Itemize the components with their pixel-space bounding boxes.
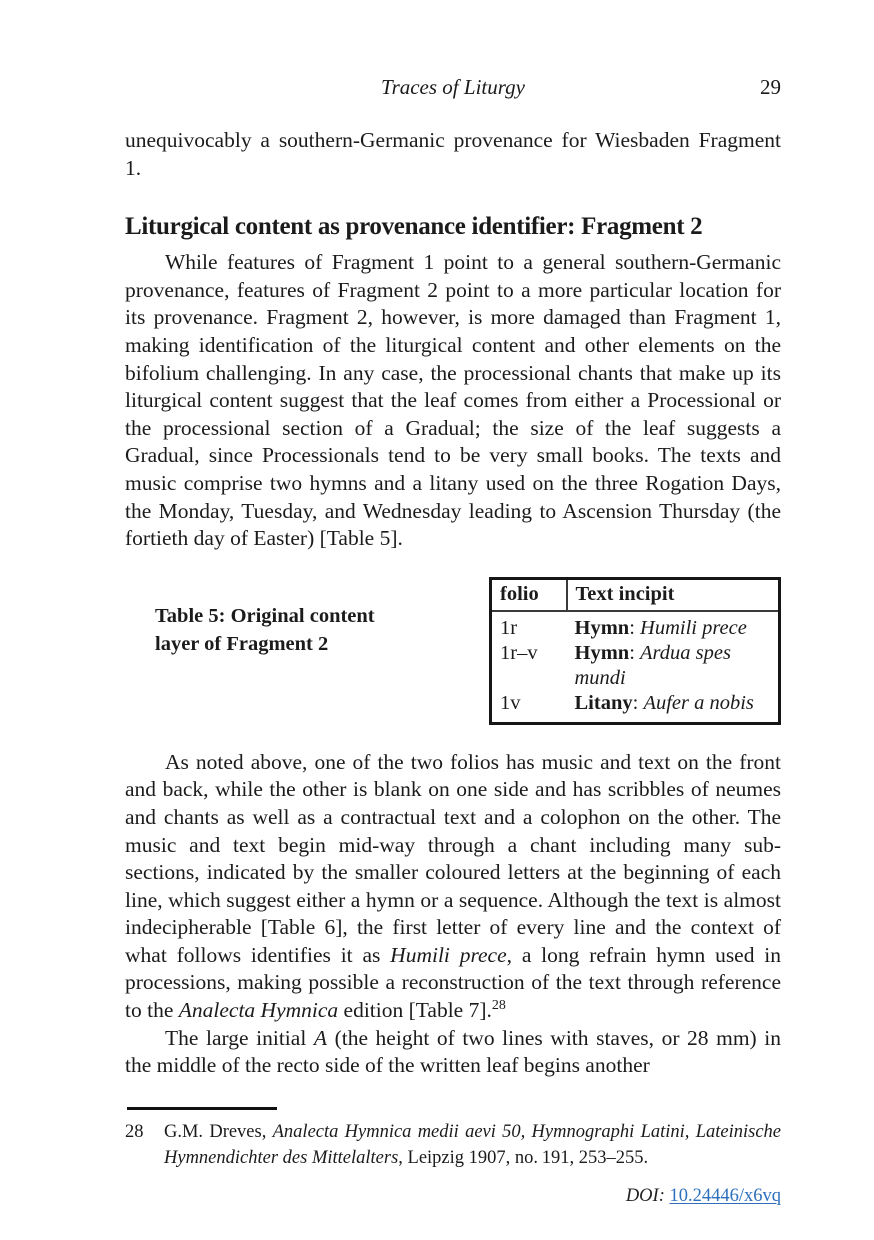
table5	[489, 577, 781, 725]
table-row	[491, 611, 780, 641]
table5-header-row	[491, 578, 780, 611]
table5-caption: Table 5: Original content layer of Fragment 2	[155, 604, 375, 655]
table5-header-incipit: Text incipit	[567, 578, 780, 611]
incipit-cell: Litany: Aufer a nobis	[574, 691, 754, 714]
footnote-number: 28	[125, 1121, 144, 1142]
doi-label: DOI:	[625, 1185, 665, 1206]
section-paragraph: While features of Fragment 1 point to a general southern-Germanic provenance, features of Fragment 2 point to a more particular location for its provenance. Fragment 2, however, is more damaged than Fragment 1, making identification of the liturgical content and other elements on the bifolium challenging. In any case, the processional chants that make up its liturgical content suggest that the leaf comes from either a Processional or the processional section of a Gradual; the size of the leaf suggests a Gradual, since Processionals tend to be very small books. The texts and music comprise two hymns and a litany used on the three Rogation Days, the Monday, Tuesday, and Wednesday leading to Ascension Thursday (the fortieth day of Easter) [Table 5].	[125, 250, 781, 551]
footnote-rule	[127, 1107, 277, 1110]
footnote	[125, 1119, 781, 1172]
text-block	[125, 0, 781, 1207]
running-header	[125, 74, 781, 100]
table-row	[491, 691, 780, 724]
incipit-cell: Hymn: Ardua spes mundi	[574, 641, 731, 689]
running-title: Traces of Liturgy	[381, 75, 525, 99]
section-heading: Liturgical content as provenance identifier: Fragment 2	[125, 213, 703, 241]
paragraph-as-noted: As noted above, one of the two folios has music and text on the front and back, while the other is blank on one side and has scribbles of neumes and chants as well as a contractual text and a colophon on the other. The music and text begin mid-way through a chant including many sub-sections, indicated by the smaller coloured letters at the beginning of each line, which suggest either a hymn or a sequence. Although the text is almost indecipherable [Table 6], the first letter of every line and the context of what follows identifies it as Humili prece, a long refrain hymn used in processions, making possible a reconstruction of the text through reference to the Analecta Hymnica edition [Table 7].$^{28}$	[125, 749, 782, 1023]
page-number: 29	[760, 75, 781, 99]
doi-link[interactable]: 10.24446/x6vq	[669, 1185, 781, 1206]
footnote-text: G.M. Dreves, Analecta Hymnica medii aevi 50, Hymnographi Latini, Lateinische Hymnendichter des Mittelalters, Leipzig 1907, no. 191, 253–255.	[164, 1121, 781, 1169]
incipit-cell: Hymn: Humili prece	[574, 616, 747, 639]
folio-cell: 1r–v	[500, 641, 538, 664]
folio-cell: 1r	[500, 616, 518, 639]
intro-paragraph: unequivocably a southern-Germanic provenance for Wiesbaden Fragment 1.	[125, 128, 781, 180]
paragraph-large-initial: The large initial A (the height of two lines with staves, or 28 mm) in the middle of the recto side of the written leaf begins another	[125, 1025, 781, 1078]
table-row	[491, 641, 780, 691]
folio-cell: 1v	[500, 691, 521, 714]
table5-header-folio: folio	[491, 578, 567, 611]
table5-block	[125, 577, 781, 725]
doi-line	[125, 1186, 781, 1207]
